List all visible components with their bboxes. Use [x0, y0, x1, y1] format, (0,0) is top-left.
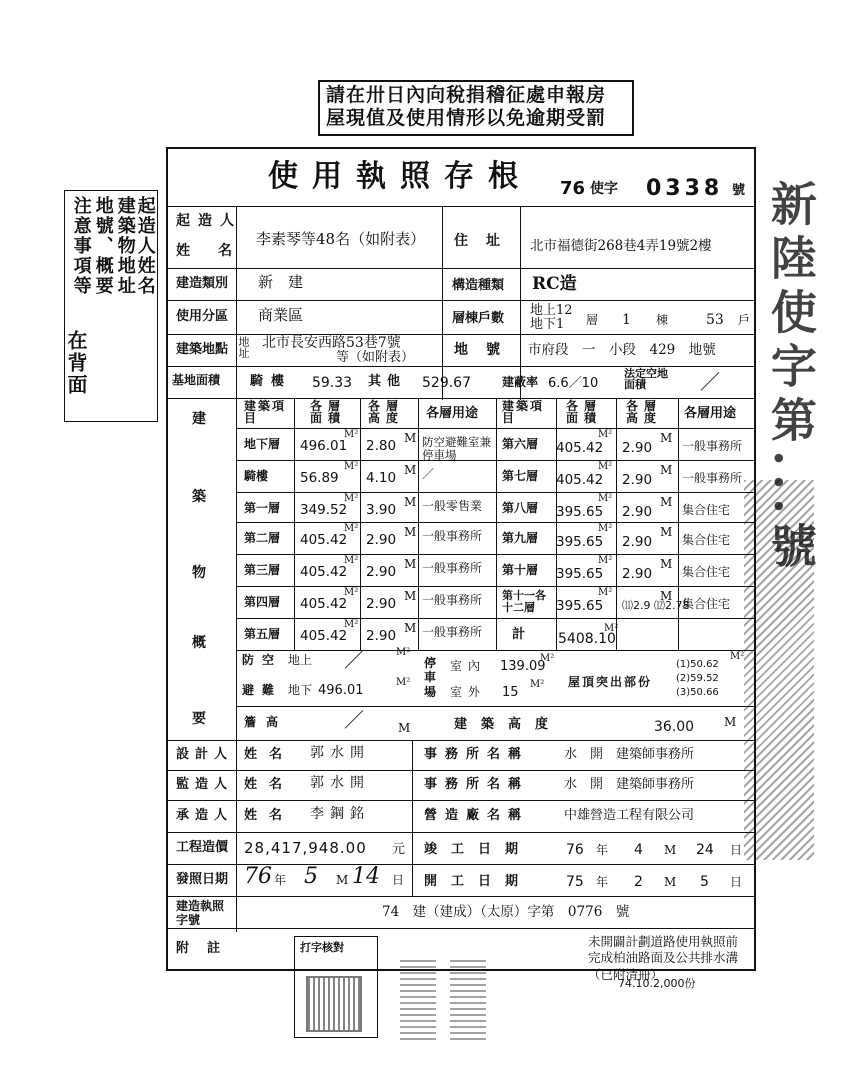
- households-unit: 戶: [738, 313, 751, 327]
- doc-number-suffix: 號: [732, 183, 746, 198]
- site-address-2: 等（如附表）: [336, 350, 415, 365]
- floor-use: 一般零售業: [422, 499, 483, 513]
- label-complete: 竣工日期: [424, 842, 533, 857]
- issue-d: 14: [352, 864, 380, 889]
- floor-height: 3.90: [366, 502, 397, 518]
- floor-area: 56.89: [300, 470, 339, 486]
- label-build-type: 建造類別: [176, 276, 229, 291]
- floor-use: 一般事務所: [422, 529, 483, 543]
- label-use-zone: 使用分區: [176, 309, 229, 324]
- floor-height-unit: M: [404, 525, 417, 539]
- complete-d: 24: [696, 842, 714, 858]
- floor-area: 349.52: [300, 502, 348, 518]
- roof-m2: M²: [730, 651, 745, 662]
- legal-open: ／: [700, 370, 720, 394]
- floor-use: 防空避難室兼停車場: [422, 435, 491, 463]
- floor-use: 一般事務所: [422, 561, 483, 575]
- label-supervisor: 監造人: [176, 777, 234, 792]
- floors-above: 地上12: [530, 303, 573, 318]
- floor-height-unit: M: [404, 621, 417, 635]
- issue-m-label: M: [336, 873, 349, 887]
- designer-office: 水 開 建築師事務所: [564, 747, 695, 762]
- floor-area: 405.42: [300, 532, 348, 548]
- floor-name: 第七層: [502, 469, 539, 483]
- floor-height: 2.90: [622, 534, 653, 550]
- parking-indoor-m2: M²: [540, 653, 555, 664]
- doc-number: 0338: [646, 176, 724, 201]
- floor-use: 集合住宅: [682, 597, 731, 611]
- label-address: 住址: [454, 233, 518, 249]
- floor-name: 第五層: [244, 627, 281, 641]
- hdr-height-r: 各層高度: [626, 399, 663, 425]
- hdr-height-l: 各層高度: [368, 399, 405, 425]
- start-m: 2: [634, 874, 643, 890]
- floor-height: 2.80: [366, 438, 397, 454]
- right-margin-text: 新陸使字第...號: [763, 180, 818, 577]
- floor-height: ⑾2.9 ⑿2.78: [622, 599, 690, 612]
- floor-area-unit: M²: [598, 523, 613, 534]
- floor-height: 2.90: [622, 472, 653, 488]
- doc-year: 76: [560, 178, 586, 199]
- floor-area: 405.42: [300, 564, 348, 580]
- floor-name: 第九層: [502, 531, 539, 545]
- floor-use: ／: [422, 467, 435, 481]
- label-designer-office: 事務所名稱: [424, 747, 530, 762]
- start-y: 75: [566, 874, 584, 890]
- arcade-area: 59.33: [312, 375, 353, 391]
- shelter-below: 496.01: [318, 683, 364, 698]
- floor-height: 4.10: [366, 470, 397, 486]
- floor-name: 地下層: [244, 437, 281, 451]
- cost-yuan: 元: [392, 842, 406, 857]
- floor-name: 第四層: [244, 595, 281, 609]
- floor-use: 一般事務所: [422, 625, 483, 639]
- floor-area: 405.42: [300, 596, 348, 612]
- label-contractor: 承造人: [176, 808, 234, 823]
- floor-area-unit: M²: [598, 493, 613, 504]
- floor-height: 2.90: [366, 596, 397, 612]
- seal-stamp-3: [450, 960, 486, 1040]
- floor-height: 2.90: [622, 504, 653, 520]
- floor-height-unit: M: [404, 463, 417, 477]
- shelter-above-m2: M²: [396, 647, 411, 658]
- floors-below: 地下1: [530, 317, 565, 332]
- floor-area: 405.42: [556, 472, 604, 488]
- designer: 郭水開: [310, 745, 370, 761]
- floor-area-unit: M²: [598, 587, 613, 598]
- label-issue: 發照日期: [176, 872, 229, 887]
- label-floors-households: 層棟戶數: [452, 311, 505, 326]
- stamp-check-label: 打字核對: [300, 941, 344, 954]
- issue-d-label: 日: [392, 873, 405, 887]
- floor-area-unit: M²: [344, 523, 359, 534]
- floor-height: 2.90: [622, 440, 653, 456]
- buildings-unit: 棟: [656, 313, 669, 327]
- floor-height: 2.90: [366, 628, 397, 644]
- label-applicant: 起造人: [176, 213, 242, 229]
- floor-name: 第二層: [244, 531, 281, 545]
- hdr-area-r: 各層面積: [566, 399, 603, 425]
- label-supervisor-office: 事務所名稱: [424, 777, 530, 792]
- site-address: 北市長安西路53巷7號: [262, 335, 401, 351]
- label-start: 開工日期: [424, 874, 533, 889]
- floor-height-unit: M: [404, 431, 417, 445]
- floor-name: 騎樓: [244, 469, 269, 483]
- complete-m-label: M: [664, 843, 677, 857]
- floor-height-unit: M: [660, 589, 673, 603]
- floor-area: 496.01: [300, 438, 348, 454]
- seal-stamp-2: [400, 960, 436, 1040]
- notice-line-2: 屋現值及使用情形以免逾期受罰: [326, 107, 607, 129]
- side-note-col-4: 起造人姓名: [134, 196, 156, 296]
- floor-use: 集合住宅: [682, 503, 731, 517]
- floor-area: 395.65: [556, 566, 604, 582]
- eaves-m: M: [398, 721, 411, 735]
- floor-use: 一般事務所: [422, 593, 483, 607]
- coverage: 6.6／10: [548, 376, 599, 391]
- floor-area: 395.65: [556, 534, 604, 550]
- floor-height-unit: M: [404, 557, 417, 571]
- label-designer-name: 姓名: [244, 747, 295, 762]
- label-outdoor: 室外: [450, 685, 487, 699]
- building-summary-char: 建: [192, 411, 206, 427]
- label-area: 基地面積: [172, 373, 221, 387]
- start-d-label: 日: [730, 875, 743, 889]
- supervisor: 郭水開: [310, 775, 370, 791]
- complete-y-label: 年: [596, 843, 609, 857]
- bldg-height-m: M: [724, 715, 737, 729]
- roof-3: (3)50.66: [676, 687, 719, 698]
- floor-area-unit: M²: [344, 493, 359, 504]
- floor-area-unit: M²: [344, 555, 359, 566]
- buildings: 1: [622, 312, 631, 328]
- floor-name: 第三層: [244, 563, 281, 577]
- label-parking: 停車場: [424, 656, 437, 699]
- floor-height: 2.90: [622, 566, 653, 582]
- start-y-label: 年: [596, 875, 609, 889]
- label-roof: 屋頂突出部份: [568, 675, 653, 689]
- side-note-col-3: 建築物地址: [114, 196, 136, 296]
- hdr-floor-l: 建築項目: [244, 399, 287, 425]
- floor-area: 395.65: [556, 504, 604, 520]
- floor-use: 一般事務所: [682, 471, 743, 485]
- label-site-sub: 地址: [237, 336, 250, 358]
- roof-1: (1)50.62: [676, 659, 719, 670]
- seal-stamp-1: [306, 976, 362, 1032]
- label-structure: 構造種類: [452, 278, 505, 293]
- eaves: ／: [344, 708, 364, 732]
- structure: RC造: [532, 274, 577, 294]
- doc-title: 使用執照存根: [268, 159, 532, 194]
- label-supervisor-name: 姓名: [244, 777, 295, 792]
- label-below: 地下: [288, 683, 313, 697]
- building-summary-char: 物: [192, 565, 206, 581]
- floor-area: 405.42: [556, 440, 604, 456]
- label-contractor-name: 姓名: [244, 808, 295, 823]
- floor-area-unit: M²: [598, 429, 613, 440]
- floor-name: 第一層: [244, 501, 281, 515]
- side-note-col-5: 在背面: [64, 330, 88, 396]
- building-summary-char: 概: [192, 635, 206, 651]
- side-note-col-1: 注意事項等: [70, 196, 92, 296]
- label-eaves: 簷高: [244, 715, 289, 729]
- floor-height-unit: M: [660, 557, 673, 571]
- total-area: 5408.10: [558, 631, 616, 647]
- households: 53: [706, 312, 724, 328]
- label-contractor-factory: 營造廠名稱: [424, 808, 530, 823]
- floor-height-unit: M: [660, 463, 673, 477]
- floor-area-unit: M²: [598, 461, 613, 472]
- hdr-use-l: 各層用途: [426, 406, 479, 421]
- floor-height-unit: M: [660, 495, 673, 509]
- shelter-below-m2: M²: [396, 677, 411, 688]
- start-d: 5: [700, 874, 709, 890]
- contractor: 李鋼銘: [310, 806, 370, 822]
- other-area: 529.67: [422, 375, 471, 391]
- floor-name: 第十一各十二層: [502, 589, 546, 614]
- contractor-factory: 中雄營造工程有限公司: [564, 808, 695, 823]
- use-zone: 商業區: [258, 306, 304, 324]
- side-note-col-2: 地號、概要: [92, 196, 114, 296]
- label-bldg-height: 建築高度: [454, 717, 563, 732]
- total-m2: M²: [604, 623, 619, 634]
- floor-use: 一般事務所: [682, 439, 743, 453]
- issue-m: 5: [304, 864, 318, 889]
- complete-d-label: 日: [730, 843, 743, 857]
- floor-area-unit: M²: [344, 587, 359, 598]
- floor-height-unit: M: [660, 525, 673, 539]
- build-type: 新 建: [258, 273, 304, 291]
- parking-outdoor-m2: M²: [530, 679, 545, 690]
- roof-2: (2)59.52: [676, 673, 719, 684]
- cost: 28,417,948.00: [244, 839, 367, 857]
- floor-height-unit: M: [404, 495, 417, 509]
- building-summary-char: 築: [192, 489, 206, 505]
- label-lot: 地號: [454, 342, 518, 358]
- start-m-label: M: [664, 875, 677, 889]
- supervisor-office: 水 開 建築師事務所: [564, 777, 695, 792]
- label-permit: 建造執照字號: [176, 899, 225, 927]
- floor-height: 2.90: [366, 532, 397, 548]
- floor-height: 2.90: [366, 564, 397, 580]
- lot: 市府段 一 小段 429 地號: [528, 342, 716, 358]
- floor-area-unit: M²: [344, 619, 359, 630]
- label-designer: 設計人: [176, 747, 234, 762]
- label-above: 地上: [288, 653, 313, 667]
- shelter-above: ／: [344, 648, 364, 672]
- parking-outdoor: 15: [502, 685, 519, 700]
- applicant-address: 北市福德街268巷4弄19號2樓: [530, 238, 712, 254]
- floor-height-unit: M: [404, 589, 417, 603]
- floor-name: 第六層: [502, 437, 539, 451]
- floors-unit: 層: [586, 313, 599, 327]
- floor-name: 第八層: [502, 501, 539, 515]
- remarks: 未開闢計劃道路使用執照前完成柏油路面及公共排水溝（已附清冊）: [588, 934, 739, 982]
- label-remarks: 附註: [176, 941, 239, 956]
- hdr-use-r: 各層用途: [684, 406, 737, 421]
- floor-area: 395.65: [556, 598, 604, 614]
- label-other: 其他: [368, 374, 407, 389]
- hdr-area-l: 各層面積: [310, 399, 347, 425]
- label-legal-open: 法定空地面積: [624, 367, 668, 391]
- hdr-floor-r: 建築項目: [502, 399, 545, 425]
- label-refuge: 避難: [242, 683, 283, 697]
- label-cost: 工程造價: [176, 840, 229, 855]
- permit: 74 建（建成）（太原）字第 0776 號: [382, 904, 630, 920]
- label-name: 姓名: [176, 243, 260, 259]
- issue-y-label: 年: [274, 873, 287, 887]
- label-coverage: 建蔽率: [502, 375, 539, 389]
- label-site: 建築地點: [176, 342, 229, 357]
- complete-y: 76: [566, 842, 584, 858]
- print-code: 74.10.2,000份: [618, 977, 696, 990]
- floor-area-unit: M²: [344, 461, 359, 472]
- label-arcade: 騎樓: [250, 374, 293, 389]
- floor-area: 405.42: [300, 628, 348, 644]
- building-summary-char: 要: [192, 711, 206, 727]
- issue-y: 76: [244, 864, 272, 889]
- label-total: 計: [512, 627, 526, 642]
- floor-height-unit: M: [660, 431, 673, 445]
- applicant-name: 李素琴等48名（如附表）: [256, 230, 426, 248]
- floor-use: 集合住宅: [682, 533, 731, 547]
- label-indoor: 室內: [450, 659, 487, 673]
- bldg-height: 36.00: [654, 719, 695, 735]
- label-shelter: 防空: [242, 653, 283, 667]
- floor-area-unit: M²: [598, 555, 613, 566]
- floor-use: 集合住宅: [682, 565, 731, 579]
- parking-indoor: 139.09: [500, 659, 546, 674]
- floor-name: 第十層: [502, 563, 539, 577]
- complete-m: 4: [634, 842, 643, 858]
- notice-line-1: 請在卅日內向稅捐稽征處申報房: [326, 84, 607, 106]
- doc-code-label: 使字: [590, 181, 618, 197]
- floor-area-unit: M²: [344, 429, 359, 440]
